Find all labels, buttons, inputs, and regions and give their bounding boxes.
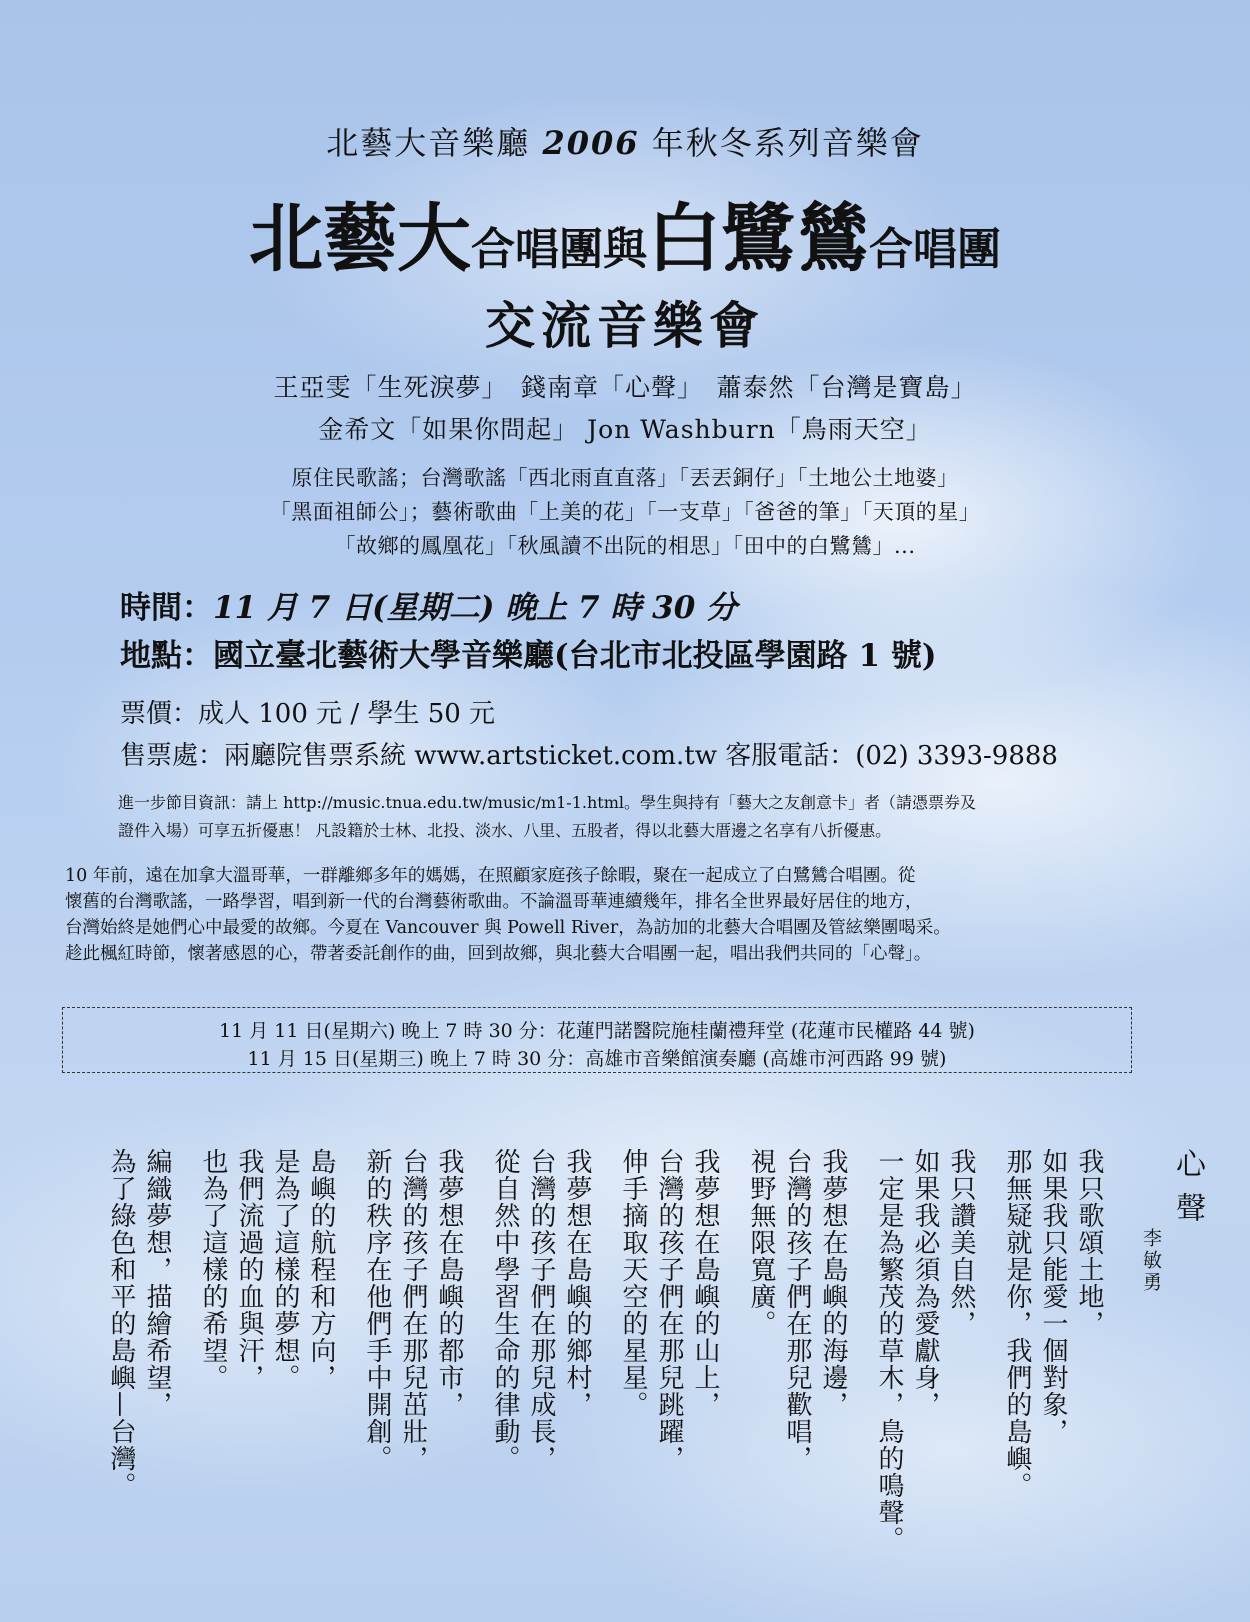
event-time bbox=[120, 582, 737, 627]
poem-line: 那無疑就是你，我們的島嶼。 bbox=[1002, 1148, 1032, 1499]
title-choir2: 白鷺鷥 bbox=[647, 196, 869, 282]
poem-line: 我夢想在島嶼的都市， bbox=[434, 1148, 464, 1418]
poem-stanza bbox=[103, 1148, 175, 1598]
poem-line: 台灣的孩子們在那兒跳躍， bbox=[654, 1148, 684, 1472]
poem-line: 台灣的孩子們在那兒歡唱， bbox=[782, 1148, 812, 1472]
concert-subtitle: 交流音樂會 bbox=[485, 296, 765, 355]
poem-line: 為了綠色和平的島嶼—台灣。 bbox=[106, 1148, 136, 1499]
event-place bbox=[120, 630, 937, 675]
poem-stanza bbox=[615, 1148, 723, 1598]
poem-stanza bbox=[195, 1148, 339, 1598]
poem-line: 我夢想在島嶼的鄉村， bbox=[562, 1148, 592, 1418]
series-suffix: 年秋冬系列音樂會 bbox=[651, 124, 924, 162]
poem-line: 台灣的孩子們在那兒茁壯， bbox=[398, 1148, 428, 1472]
poem-stanza bbox=[871, 1148, 979, 1598]
poem-line: 新的秩序在他們手中開創。 bbox=[362, 1148, 392, 1472]
poem-line: 我只歌頌土地， bbox=[1074, 1148, 1104, 1337]
story-line: 懷舊的台灣歌謠，一路學習，唱到新一代的台灣藝術歌曲。不論溫哥華連續幾年，排名全世界最好居住的地方， bbox=[65, 892, 923, 912]
story-line: 趁此楓紅時節，懷著感恩的心，帶著委託創作的曲，回到故鄉，與北藝大合唱團一起，唱出我們共同的「心聲」。 bbox=[65, 944, 932, 964]
poem-stanza bbox=[359, 1148, 467, 1598]
songs-line: 「黑面祖師公」；藝術歌曲「上美的花」「一支草」「爸爸的筆」「天頂的星」 bbox=[269, 500, 981, 524]
poem-line: 如果我必須為愛獻身， bbox=[910, 1148, 940, 1418]
ticket-sales: 售票處：兩廳院售票系統 www.artsticket.com.tw 客服電話：(02) 3393-9888 bbox=[120, 741, 1058, 771]
poem-stanza bbox=[487, 1148, 595, 1598]
poem-line: 是為了這樣的夢想。 bbox=[270, 1148, 300, 1391]
program-line: 金希文「如果你問起」 Jon Washburn「鳥雨天空」 bbox=[318, 415, 932, 444]
info-note: 證件入場）可享五折優惠！ 凡設籍於士林、北投、淡水、八里、五股者，得以北藝大厝邊之名享有八折優惠。 bbox=[118, 821, 892, 840]
poem-line: 我們流過的血與汗， bbox=[234, 1148, 264, 1391]
poem-line: 一定是為繁茂的草木，鳥的鳴聲。 bbox=[874, 1148, 904, 1553]
poem-stanza bbox=[999, 1148, 1107, 1598]
program-line: 王亞雯「生死淚夢」 錢南章「心聲」 蕭泰然「台灣是寶島」 bbox=[273, 373, 977, 402]
poem-line: 也為了這樣的希望。 bbox=[198, 1148, 228, 1391]
story-line: 台灣始終是她們心中最愛的故鄉。今夏在 Vancouver 與 Powell River，為訪加的北藝大合唱團及管絃樂團喝采。 bbox=[65, 918, 951, 938]
series-heading bbox=[0, 118, 1250, 164]
poem-line: 視野無限寬廣。 bbox=[746, 1148, 776, 1337]
poem-stanza bbox=[743, 1148, 851, 1598]
songs-line: 「故鄉的鳳凰花」「秋風讀不出阮的相思」「田中的白鷺鷥」... bbox=[334, 534, 916, 558]
time-label: 時間： bbox=[120, 590, 213, 626]
poem-line: 台灣的孩子們在那兒成長， bbox=[526, 1148, 556, 1472]
poem-line: 如果我只能愛一個對象， bbox=[1038, 1148, 1068, 1445]
poem-author: 李敏勇 bbox=[1140, 1228, 1162, 1294]
poem-line: 島嶼的航程和方向， bbox=[306, 1148, 336, 1391]
poem-line: 從自然中學習生命的律動。 bbox=[490, 1148, 520, 1472]
poem-header bbox=[1133, 1148, 1205, 1598]
place-label: 地點： bbox=[120, 638, 213, 674]
poem-line: 伸手摘取天空的星星。 bbox=[618, 1148, 648, 1418]
ticket-price: 票價：成人 100 元 / 學生 50 元 bbox=[120, 699, 496, 729]
title-choir1: 北藝大 bbox=[249, 196, 471, 282]
poem bbox=[83, 1148, 1205, 1598]
poem-line: 我只讚美自然， bbox=[946, 1148, 976, 1337]
tour-date: 11 月 11 日(星期六) 晚上 7 時 30 分：花蓮門諾醫院施桂蘭禮拜堂 (花蓮市民權路 44 號) bbox=[219, 1020, 975, 1042]
place-value: 國立臺北藝術大學音樂廳(台北市北投區學園路 1 號) bbox=[213, 638, 937, 674]
tour-dates-box bbox=[62, 1007, 1132, 1073]
story-line: 10 年前，遠在加拿大溫哥華，一群離鄉多年的媽媽，在照顧家庭孩子餘暇，聚在一起成立了白鷺鷥合唱團。從 bbox=[65, 866, 916, 886]
concert-title bbox=[0, 180, 1250, 286]
poem-title: 心聲 bbox=[1170, 1148, 1205, 1236]
series-prefix: 北藝大音樂廳 bbox=[326, 124, 531, 162]
poem-line: 我夢想在島嶼的山上， bbox=[690, 1148, 720, 1418]
poem-line: 我夢想在島嶼的海邊， bbox=[818, 1148, 848, 1418]
series-year: 2006 bbox=[542, 124, 640, 162]
title-connector: 合唱團與 bbox=[471, 224, 647, 275]
poem-line: 編織夢想，描繪希望， bbox=[142, 1148, 172, 1418]
time-value: 11 月 7 日(星期二) 晚上 7 時 30 分 bbox=[213, 590, 738, 626]
songs-line: 原住民歌謠；台灣歌謠「西北雨直直落」「丟丟銅仔」「土地公土地婆」 bbox=[291, 466, 959, 490]
title-choir-suffix: 合唱團 bbox=[869, 224, 1001, 275]
info-note: 進一步節目資訊：請上 http://music.tnua.edu.tw/music/m1-1.html。學生與持有「藝大之友創意卡」者（請憑票券及 bbox=[118, 793, 977, 812]
tour-date: 11 月 15 日(星期三) 晚上 7 時 30 分：高雄市音樂館演奏廳 (高雄市河西路 99 號) bbox=[247, 1048, 947, 1070]
